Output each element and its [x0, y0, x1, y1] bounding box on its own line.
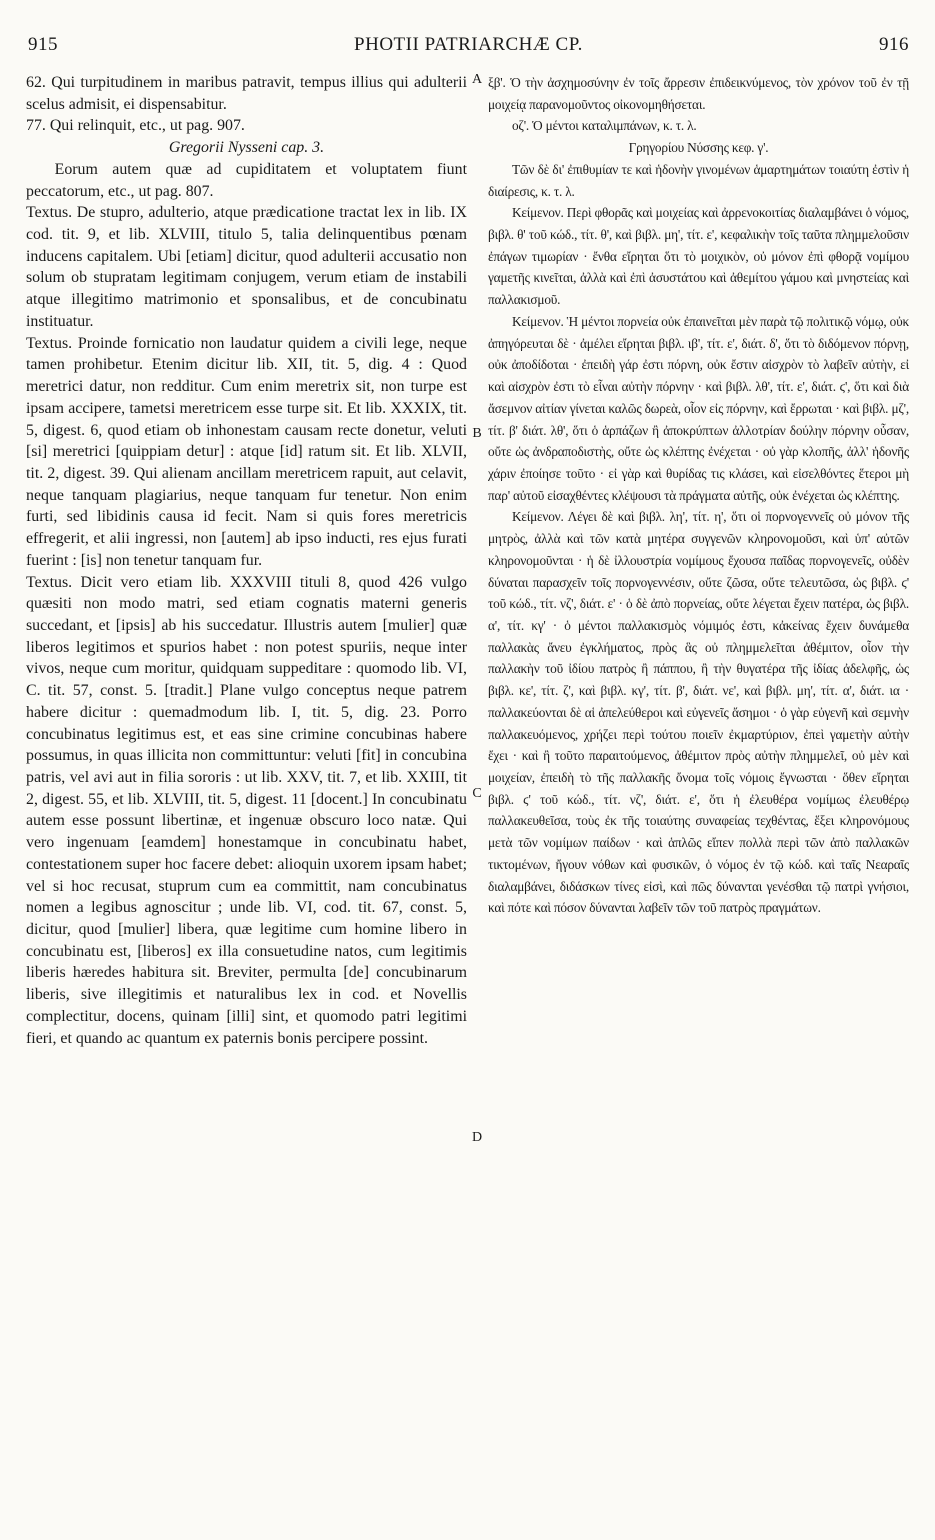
latin-section-title: Gregorii Nysseni cap. 3.	[168, 139, 325, 157]
greek-para-77: οζ'. Ὁ μέντοι καταλιμπάνων, κ. τ. λ.	[511, 118, 697, 134]
greek-keimenon-2: Κείμενον. Ἡ μέντοι πορνεία οὐκ ἐπαινεῖται μὲν παρὰ τῷ πολιτικῷ νόμῳ, οὐκ ἀπηγόρευται δὲ · ἀμέλει εἴρηται βιβλ. ιβ', τίτ. ε', διάτ. δ', ὅτι τὸ διδόμενον πόρνῃ, οὐκ ἀποδίδοται · ἐπειδὴ γάρ ἐστι πόρνη, οὐκ ἔστιν αἰσχρὸν τὸ λαβεῖν αὐτὴν, εἰ καὶ αἰσχρὸν ἐστι τὸ εἶναι αὐτὴν πόρνην · καὶ βιβλ. λθ', τίτ. ε', διάτ. ϛ', ὅτι καὶ διὰ ἄσεμνον αἰτίαν γίνεται καλῶς δωρεὰ, οἷον εἰς πόρνην, καὶ ἔρρωται · καὶ βιβλ. μζ', τίτ. β' διάτ. λθ', ὅτι ὁ ἁρπάζων ἢ ἀποκρύπτων ἀλλοτρίαν δούλην πόρνην οὖσαν, οὔτε ὡς ἀνδραποδιστὴς, οὔτε ὡς κλέπτης ἐνέχεται · οὐ γὰρ κλοπῆς, ἀλλ' ἡδονῆς χάριν ἐποίησε τοῦτο · εἰ γὰρ καὶ θυρίδας τις κλάσει, καὶ εἰσελθόντες ἕτεροι μὴ παρ' αὐτοῦ εἰσαχθέντες κλέψουσι τὰ πράγματα αὐτῆς, οὐκ ἐνέχεται ὡς κλέπτης.	[488, 313, 909, 503]
greek-column	[488, 72, 909, 919]
page-number-right: 916	[879, 34, 909, 55]
greek-keimenon-3: Κείμενον. Λέγει δὲ καὶ βιβλ. λη', τίτ. η', ὅτι οἱ πορνογεννεῖς οὐ μόνον τῆς μητρὸς, ἀλλὰ καὶ τῶν κατὰ μητέρα συγγενῶν κληρονομοῦσι, καὶ ὑπ' αὐτῶν κληρονομοῦνται · ἡ δὲ ἰλλουστρία νομίμους ἔχουσα παῖδας πορνογενεῖς, οὐδὲν δύναται παρασχεῖν τοῖς πορνογεννέσιν, οὔτε ζῶσα, οὔτε τελευτῶσα, ὡς βιβλ. ϛ' τοῦ κώδ., τίτ. νζ', διάτ. ε' · ὁ δὲ ἀπὸ πορνείας, οὔτε λέγεται ἔχειν πατέρα, ὡς βιβλ. α', τίτ. κγ' · ὁ μέντοι παλλακισμὸς νόμιμός ἐστι, κἀκείνας ἔχειν δυνάμεθα παλλακὰς ἄνευ ἐγκλήματος, πρὸς ἃς οὐ πλημμελεῖται ἀθέμιτον, οἷον τὴν παλλακὴν τοῦ ἰδίου πατρὸς ἢ πάππου, ἢ τὴν θυγατέρα τῆς ἰδίας ἀδελφῆς, ὡς βιβλ. κε', τίτ. ζ', καὶ βιβλ. κγ', τίτ. β', διάτ. νε', καὶ βιβλ. μη', τίτ. α', διάτ. ια · παλλακεύονται δὲ αἱ ἀπελεύθεροι καὶ εὐγενεῖς ἄσημοι · ὁ γὰρ εὐγενῆ καὶ σεμνὴν παλλακευόμενος, χρήζει περὶ τούτου ποιεῖν ἐκμαρτύριον, ἐπεὶ γαμετὴν αὐτὴν ἔχει · καὶ ἢ τοῦτο παραιτούμενος, ἀθέμιτον πρὸς αὐτὴν πλημμελεῖ, οὐ μὲν καὶ μοιχείαν, ἐπειδὴ τὸ τῆς παλλακῆς ὄνομα τοῖς νόμοις ἔγνωσται · ὅθεν εἴρηται βιβλ. ϛ' τοῦ κώδ., τίτ. νζ', διάτ. ε', ὅτι ἡ ἐλευθέρα νομίμως ἐλευθέρῳ παλλακευθεῖσα, τοὺς ἐκ τῆς τοιαύτης συναφείας τεχθέντας, ἕξει κληρονόμους μετὰ τῶν νομίμων παίδων · καὶ ἁπλῶς εἴπεν πολλὰ περὶ τῶν ἀπὸ παλλακῶν τικτομένων, ἤγουν νόθων καὶ φυσικῶν, ὁ νόμος ἐν τῷ κώδ. καὶ ταῖς Νεαραῖς διαλαμβάνει, διδάσκων τίνες εἰσὶ, καὶ πῶς δύνανται γενέσθαι τῷ πατρὶ γνήσιοι, καὶ πότε καὶ πόσον δύνανται λαβεῖν τῶν τοῦ πατρὸς πραγμάτων.	[488, 509, 909, 916]
page-header	[28, 34, 909, 60]
margin-marker-b: B	[472, 426, 482, 441]
latin-para-intro: Eorum autem quæ ad cupiditatem et voluptatem fiunt peccatorum, etc., ut pag. 807.	[26, 160, 467, 200]
greek-para-62: ξβ'. Ὁ τὴν ἀσχημοσύνην ἐν τοῖς ἄρρεσιν ἐπιδεικνύμενος, τὸν χρόνον τοῦ ἐν τῇ μοιχείᾳ παρανομοῦντος οἰκονομηθήσεται.	[488, 75, 909, 112]
margin-marker-a: A	[471, 72, 483, 87]
latin-textus-3: Textus. Dicit vero etiam lib. XXXVIII tituli 8, quod 426 vulgo quæsiti non modo matri, sed etiam cognatis materni generis succedant, et [ipsis] ab his succedatur. Illustris autem [mulier] quæ liberos legitimos et spurios habet : non potest spuriis, neque inter vivos, neque cum moritur, quidquam suppeditare : quomodo lib. VI, C. tit. 57, const. 5. [tradit.] Plane vulgo conceptus neque patrem habere dicitur : quemadmodum lib. I, tit. 5, dig. 23. Porro concubinatus legitimus est, et eas sine crimine concubinas habere possumus, in quas illicita non committuntur: veluti [fit] in concubina patris, vel avi aut in filia sororis : ut lib. XXV, tit. 7, et lib. XXIII, tit 2, digest. 55, et lib. XLVIII, tit. 5, digest. 11 [docent.] In concubinatu autem esse possunt libertinæ, et ingenuæ obscuro loco natæ. Qui vero ingenuam [eamdem] honestamque in concubinatu habet, contestationem super hoc facere debet: alioquin uxorem ipsam habet; vel si hoc recusat, stuprum cum ea committit, nam concubinatus nomen a legibus agnoscitur ; unde lib. VI, cod. tit. 67, const. 5, dicitur, quod [mulier] libera, quæ legitime cum homine libero in concubinatu est, [liberos] ex illa consuetudine natos, cum legitimis liberis hæredes habitura sit. Breviter, permulta [de] concubinarum liberis, sive illegitimis et naturalibus lex in cod. et Novellis complectitur, docens, quinam [illi] sint, et quomodo patri legitimi fieri, et quando ac quantum ex paternis bonis percipere possint.	[26, 573, 467, 1047]
page-number-left: 915	[28, 34, 58, 55]
greek-section-title: Γρηγορίου Νύσσης κεφ. γ'.	[628, 140, 769, 156]
margin-marker-c: C	[472, 786, 482, 801]
latin-textus-2: Textus. Proinde fornicatio non laudatur quidem a civili lege, neque tamen prohibetur. Etenim dicitur lib. XII, tit. 5, dig. 4 : Quod meretrici datur, non redditur. Cum enim meretrix sit, non turpe est ipsam accipere, tametsi meretricem esse turpe sit. Et lib. XXXIX, tit. 5, digest. 6, quod etiam ob inhonestam causam recte donetur, veluti [si] meretrici [quippiam detur] : atque [id] ratum sit. Et lib. XLVII, tit. 2, digest. 39. Qui alienam ancillam meretricem rapuit, aut celavit, neque tanquam plagiarius, neque tanquam fur tenetur. Non enim furti, sed libidinis causa id fecit. Nam si quis fores meretricis effregerit, et alii ingressi, non [autem] ab ipso inducti, res ejus furati fuerint : [is] non tenetur tanquam fur.	[26, 334, 467, 569]
latin-para-62: 62. Qui turpitudinem in maribus patravit, tempus illius qui adulterii scelus admisit, ei dispensabitur.	[26, 74, 467, 113]
latin-column	[26, 72, 467, 1049]
greek-keimenon-1: Κείμενον. Περὶ φθορᾶς καὶ μοιχείας καὶ ἀρρενοκοιτίας διαλαμβάνει ὁ νόμος, βιβλ. θ' τοῦ κώδ., τίτ. θ', καὶ βιβλ. μη', τίτ. ε', κεφαλικὴν τοῖς ταῦτα πλημμελοῦσιν ἐπάγων τιμωρίαν · ἔνθα εἴρηται ὅτι τὸ μοιχικὸν, οὐ μόνον ἐπὶ φθορᾷ νομίμου γαμετῆς κινεῖται, ἀλλὰ καὶ ἐπὶ ἀσυστάτου καὶ ἀθεμίτου γάμου καὶ μνηστείας καὶ παλλακισμοῦ.	[488, 205, 909, 308]
greek-para-intro: Τῶν δὲ δι' ἐπιθυμίαν τε καὶ ἡδονὴν γινομένων ἁμαρτημάτων τοιαύτη ἐστὶν ἡ διαίρεσις, κ. τ. λ.	[488, 161, 909, 199]
latin-para-77: 77. Qui relinquit, etc., ut pag. 907.	[26, 117, 245, 135]
running-title: PHOTII PATRIARCHÆ CP.	[354, 34, 583, 55]
latin-textus-1: Textus. De stupro, adulterio, atque prædicatione tractat lex in lib. IX cod. tit. 9, et lib. XLVIII, titulo 5, talia delinquentibus pœnam inducens capitalem. Ubi [etiam] dicitur, quod adulterii accusatio non solum ob stupratam legitimam conjugem, verum etiam de instabili atque illegitimo matrimonio et sponsalibus, et de concubinatu instituatur.	[26, 204, 467, 330]
margin-marker-d: D	[471, 1130, 483, 1145]
